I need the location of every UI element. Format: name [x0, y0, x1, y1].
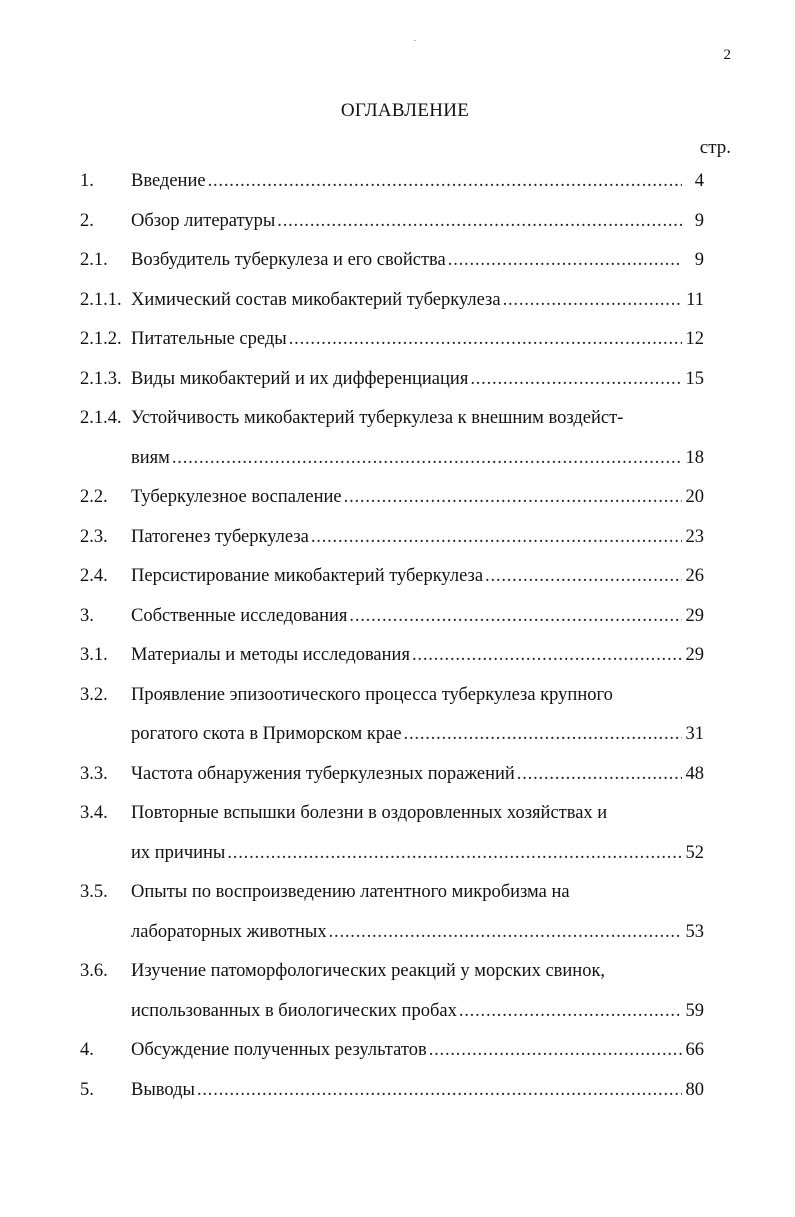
page-number: 2	[723, 47, 731, 63]
dot-leader	[503, 281, 682, 321]
toc-entry-line	[131, 202, 704, 242]
toc-entry-page: 9	[694, 210, 704, 231]
toc-entry-number: 3.3.	[80, 763, 108, 784]
toc-entry-number: 3.	[80, 605, 94, 626]
dot-leader	[172, 439, 682, 479]
toc-entry-title: Обзор литературы	[131, 210, 276, 231]
toc-entry-number: 2.	[80, 210, 94, 231]
toc-entry-page: 9	[694, 250, 704, 270]
toc-entry-page: 15	[685, 368, 704, 389]
toc-entry-number: 3.4.	[80, 803, 108, 823]
toc-entry	[80, 518, 704, 558]
toc-entry-line	[131, 794, 704, 834]
toc-entry-line	[131, 478, 704, 518]
dot-leader	[485, 557, 682, 597]
toc-entry	[80, 676, 704, 755]
toc-entry-title: Собственные исследования	[131, 605, 348, 626]
toc-entry	[80, 241, 704, 281]
toc-entry-number: 2.1.1.	[80, 289, 122, 310]
toc-entry-number: 3.2.	[80, 684, 108, 705]
toc-entry-line	[131, 241, 704, 281]
toc-entry-line	[131, 281, 704, 321]
dot-leader	[208, 162, 682, 202]
toc-entry-line	[131, 320, 704, 360]
toc-entry-page: 11	[686, 289, 704, 310]
toc-entry-line	[131, 715, 704, 755]
page-title: ОГЛАВЛЕНИЕ	[340, 100, 470, 121]
toc-entry-title: Туберкулезное воспаление	[131, 487, 342, 507]
dot-leader	[329, 913, 682, 953]
toc-entry-line	[131, 518, 704, 558]
toc-entry-line	[131, 162, 704, 202]
toc-entry-title: Виды микобактерий и их дифференциация	[131, 368, 469, 389]
toc-entry	[80, 360, 704, 400]
toc-entry-number: 3.1.	[80, 645, 108, 665]
toc-entry	[80, 952, 704, 1031]
dot-leader	[429, 1031, 682, 1071]
toc-entry-number: 4.	[80, 1040, 94, 1060]
toc-entry-title: Выводы	[131, 1079, 195, 1100]
table-of-contents	[80, 162, 704, 1110]
toc-entry-page: 18	[685, 447, 704, 468]
toc-entry-line	[131, 755, 704, 795]
toc-entry-page: 29	[685, 645, 704, 665]
toc-entry-line	[131, 873, 704, 913]
toc-entry-title: рогатого скота в Приморском крае	[131, 724, 402, 744]
toc-entry-number: 2.1.2.	[80, 329, 122, 349]
dot-leader	[448, 241, 682, 281]
dot-leader	[517, 755, 682, 795]
toc-entry-title: Устойчивость микобактерий туберкулеза к внешним воздейст-	[131, 408, 624, 428]
toc-entry-page: 29	[685, 605, 704, 626]
toc-entry-number: 5.	[80, 1079, 94, 1100]
toc-entry-line	[131, 597, 704, 637]
toc-entry-line	[131, 834, 704, 874]
dot-leader	[277, 202, 682, 242]
toc-entry-title: Обсуждение полученных результатов	[131, 1040, 427, 1060]
toc-entry-page: 80	[685, 1079, 704, 1100]
dot-leader	[311, 518, 682, 558]
toc-entry-page: 59	[685, 1000, 704, 1021]
toc-entry	[80, 202, 704, 242]
toc-entry-number: 2.1.4.	[80, 408, 122, 428]
toc-entry-page: 53	[685, 921, 704, 942]
toc-entry	[80, 1031, 704, 1071]
toc-entry-title: Частота обнаружения туберкулезных поражений	[131, 763, 515, 784]
toc-entry	[80, 597, 704, 637]
toc-entry-line	[131, 992, 704, 1032]
toc-entry	[80, 755, 704, 795]
toc-entry-page: 66	[685, 1040, 704, 1060]
toc-entry-number: 2.4.	[80, 566, 108, 586]
toc-entry-title: виям	[131, 447, 170, 468]
toc-entry-page: 52	[685, 842, 704, 863]
toc-entry-title: Возбудитель туберкулеза и его свойства	[131, 250, 446, 270]
toc-entry-line	[131, 1031, 704, 1071]
toc-entry-title: Патогенез туберкулеза	[131, 526, 309, 547]
toc-entry-title: Химический состав микобактерий туберкулеза	[131, 289, 501, 310]
toc-entry-title: Опыты по воспроизведению латентного микробизма на	[131, 882, 570, 902]
toc-entry-line	[131, 1071, 704, 1111]
toc-entry-title: Введение	[131, 171, 206, 191]
toc-entry-title: Персистирование микобактерий туберкулеза	[131, 566, 484, 586]
toc-entry	[80, 1071, 704, 1111]
toc-entry	[80, 399, 704, 478]
toc-entry-page: 20	[685, 487, 704, 507]
toc-entry-page: 12	[685, 329, 704, 349]
dot-leader	[349, 597, 682, 637]
dot-leader	[459, 992, 682, 1032]
toc-entry-line	[131, 952, 704, 992]
toc-entry-number: 2.2.	[80, 487, 108, 507]
dot-leader	[289, 320, 682, 360]
dot-leader	[227, 834, 682, 874]
toc-entry	[80, 320, 704, 360]
toc-entry-number: 3.5.	[80, 882, 108, 902]
dot-leader	[412, 636, 682, 676]
toc-entry-number: 3.6.	[80, 961, 108, 981]
toc-entry-title: Материалы и методы исследования	[131, 645, 410, 665]
toc-entry	[80, 794, 704, 873]
toc-entry-page: 31	[685, 724, 704, 744]
toc-entry-line	[131, 360, 704, 400]
toc-entry-line	[131, 636, 704, 676]
toc-entry-line	[131, 676, 704, 716]
toc-entry-number: 1.	[80, 171, 94, 191]
toc-entry-line	[131, 439, 704, 479]
toc-entry-page: 4	[694, 171, 704, 191]
toc-entry-title: лабораторных животных	[131, 921, 327, 942]
toc-entry-page: 26	[685, 566, 704, 586]
page-column-label: стр.	[699, 137, 731, 158]
toc-entry-line	[131, 913, 704, 953]
toc-entry	[80, 636, 704, 676]
toc-entry-number: 2.1.	[80, 250, 108, 270]
toc-entry	[80, 557, 704, 597]
toc-entry-title: Изучение патоморфологических реакций у морских свинок,	[131, 961, 606, 981]
toc-entry-title: Проявление эпизоотического процесса туберкулеза крупного	[131, 684, 613, 705]
toc-entry-line	[131, 557, 704, 597]
toc-entry	[80, 162, 704, 202]
toc-entry-number: 2.3.	[80, 526, 108, 547]
toc-entry-page: 23	[685, 526, 704, 547]
toc-entry-title: их причины	[131, 842, 226, 863]
dot-leader	[197, 1071, 682, 1111]
toc-entry	[80, 478, 704, 518]
toc-entry	[80, 281, 704, 321]
toc-entry-title: Питательные среды	[131, 329, 287, 349]
scan-speck	[414, 40, 416, 41]
dot-leader	[344, 478, 682, 518]
toc-entry-title: использованных в биологических пробах	[131, 1000, 457, 1021]
toc-entry-line	[131, 399, 704, 439]
toc-entry-page: 48	[685, 763, 704, 784]
toc-entry-number: 2.1.3.	[80, 368, 122, 389]
toc-entry-title: Повторные вспышки болезни в оздоровленных хозяйствах и	[131, 803, 608, 823]
dot-leader	[470, 360, 682, 400]
dot-leader	[404, 715, 682, 755]
toc-entry	[80, 873, 704, 952]
